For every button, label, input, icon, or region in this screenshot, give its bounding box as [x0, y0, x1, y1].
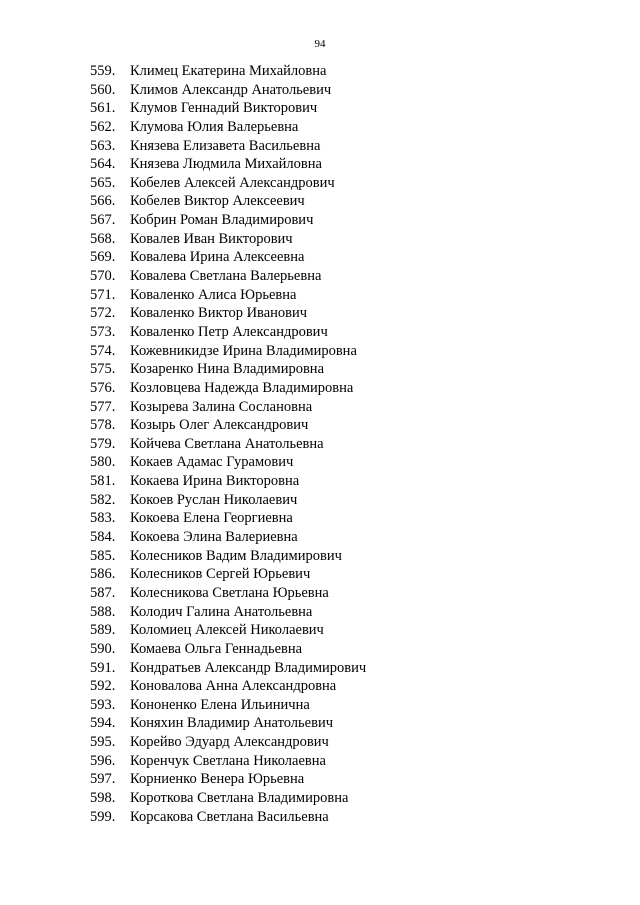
entry-number: 590. — [90, 640, 116, 657]
entry-name: Коломиец Алексей Николаевич — [130, 622, 324, 639]
list-item — [0, 621, 640, 640]
list-item — [0, 62, 640, 81]
entry-name: Коваленко Алиса Юрьевна — [130, 286, 297, 303]
entry-number: 583. — [90, 510, 116, 527]
entry-name: Ковалева Ирина Алексеевна — [130, 249, 305, 266]
entry-name: Климов Александр Анатольевич — [130, 81, 332, 98]
entry-number: 581. — [90, 473, 116, 490]
entry-name: Кокоев Руслан Николаевич — [130, 491, 298, 508]
entry-number: 588. — [90, 603, 116, 620]
list-item — [0, 230, 640, 249]
entry-number: 591. — [90, 659, 116, 676]
list-item — [0, 752, 640, 771]
entry-name: Колесников Вадим Владимирович — [130, 547, 342, 564]
entry-name: Кожевникидзе Ирина Владимировна — [130, 342, 357, 359]
entry-number: 582. — [90, 491, 116, 508]
list-item — [0, 808, 640, 827]
list-item — [0, 267, 640, 286]
entry-number: 573. — [90, 323, 116, 340]
entry-name: Корниенко Венера Юрьевна — [130, 771, 305, 788]
entry-number: 567. — [90, 212, 116, 229]
list-item — [0, 603, 640, 622]
entry-number: 595. — [90, 734, 116, 751]
entry-number: 562. — [90, 118, 116, 135]
list-item — [0, 584, 640, 603]
list-item — [0, 398, 640, 417]
list-item — [0, 304, 640, 323]
list-item — [0, 789, 640, 808]
list-item — [0, 565, 640, 584]
entry-number: 580. — [90, 454, 116, 471]
entry-number: 559. — [90, 63, 116, 79]
entry-number: 599. — [90, 808, 116, 825]
entry-number: 574. — [90, 342, 116, 359]
entry-number: 566. — [90, 193, 116, 210]
entry-name: Козаренко Нина Владимировна — [130, 361, 325, 378]
list-item — [0, 770, 640, 789]
entry-name: Колодич Галина Анатольевна — [130, 603, 313, 620]
list-item — [0, 677, 640, 696]
entry-name: Козловцева Надежда Владимировна — [130, 379, 354, 396]
entry-name: Кокаев Адамас Гурамович — [130, 454, 294, 471]
list-item — [0, 509, 640, 528]
entry-name: Кокоева Элина Валериевна — [130, 529, 298, 546]
entry-number: 586. — [90, 566, 116, 583]
entry-name: Корсакова Светлана Васильевна — [130, 808, 329, 825]
entry-number: 594. — [90, 715, 116, 732]
list-item — [0, 155, 640, 174]
entry-number: 587. — [90, 584, 116, 601]
entry-number: 576. — [90, 379, 116, 396]
entry-name: Колесников Сергей Юрьевич — [130, 566, 311, 583]
entry-name: Ковалева Светлана Валерьевна — [130, 268, 322, 285]
list-item — [0, 547, 640, 566]
entry-number: 565. — [90, 174, 116, 191]
list-item — [0, 99, 640, 118]
entry-number: 597. — [90, 771, 116, 788]
list-item — [0, 416, 640, 435]
entry-name: Кобелев Алексей Александрович — [130, 174, 335, 191]
entry-number: 596. — [90, 752, 116, 769]
entry-name: Кондратьев Александр Владимирович — [130, 659, 367, 676]
entry-name: Коваленко Виктор Иванович — [130, 305, 308, 322]
entry-number: 569. — [90, 249, 116, 266]
list-item — [0, 342, 640, 361]
name-list — [0, 62, 640, 826]
list-item — [0, 453, 640, 472]
list-item — [0, 286, 640, 305]
entry-number: 568. — [90, 230, 116, 247]
list-item — [0, 379, 640, 398]
list-item — [0, 640, 640, 659]
entry-number: 585. — [90, 547, 116, 564]
list-item — [0, 472, 640, 491]
entry-number: 592. — [90, 678, 116, 695]
entry-number: 570. — [90, 268, 116, 285]
entry-name: Короткова Светлана Владимировна — [130, 789, 349, 806]
entry-name: Кононенко Елена Ильинична — [130, 696, 310, 713]
list-item — [0, 696, 640, 715]
entry-name: Колесникова Светлана Юрьевна — [130, 584, 329, 601]
entry-name: Климец Екатерина Михайловна — [130, 63, 327, 79]
entry-number: 589. — [90, 622, 116, 639]
entry-name: Кобрин Роман Владимирович — [130, 212, 314, 229]
entry-name: Кокаева Ирина Викторовна — [130, 473, 300, 490]
entry-number: 575. — [90, 361, 116, 378]
entry-name: Козырь Олег Александрович — [130, 417, 309, 434]
entry-number: 593. — [90, 696, 116, 713]
entry-number: 572. — [90, 305, 116, 322]
entry-name: Коновалова Анна Александровна — [130, 678, 337, 695]
entry-name: Корейво Эдуард Александрович — [130, 734, 329, 751]
list-item — [0, 211, 640, 230]
entry-number: 578. — [90, 417, 116, 434]
entry-number: 579. — [90, 435, 116, 452]
entry-name: Козырева Залина Сослановна — [130, 398, 313, 415]
entry-number: 584. — [90, 529, 116, 546]
list-item — [0, 118, 640, 137]
entry-number: 577. — [90, 398, 116, 415]
entry-name: Комаева Ольга Геннадьевна — [130, 640, 303, 657]
list-item — [0, 192, 640, 211]
entry-name: Койчева Светлана Анатольевна — [130, 435, 324, 452]
entry-number: 563. — [90, 137, 116, 154]
entry-name: Клумов Геннадий Викторович — [130, 100, 318, 117]
entry-name: Кокоева Елена Георгиевна — [130, 510, 293, 527]
list-item — [0, 491, 640, 510]
list-item — [0, 137, 640, 156]
page-number: 94 — [314, 38, 326, 50]
list-item — [0, 435, 640, 454]
list-item — [0, 659, 640, 678]
list-item — [0, 81, 640, 100]
entry-number: 571. — [90, 286, 116, 303]
entry-name: Коняхин Владимир Анатольевич — [130, 715, 333, 732]
list-item — [0, 733, 640, 752]
entry-name: Кобелев Виктор Алексеевич — [130, 193, 305, 210]
entry-number: 560. — [90, 81, 116, 98]
list-item — [0, 248, 640, 267]
list-item — [0, 528, 640, 547]
entry-name: Коваленко Петр Александрович — [130, 323, 328, 340]
entry-name: Коренчук Светлана Николаевна — [130, 752, 326, 769]
entry-name: Ковалев Иван Викторович — [130, 230, 293, 247]
entry-name: Клумова Юлия Валерьевна — [130, 118, 299, 135]
list-item — [0, 174, 640, 193]
list-item — [0, 323, 640, 342]
entry-number: 598. — [90, 789, 116, 806]
list-item — [0, 714, 640, 733]
list-item — [0, 360, 640, 379]
entry-name: Князева Людмила Михайловна — [130, 156, 322, 173]
entry-number: 561. — [90, 100, 116, 117]
entry-number: 564. — [90, 156, 116, 173]
entry-name: Князева Елизавета Васильевна — [130, 137, 321, 154]
